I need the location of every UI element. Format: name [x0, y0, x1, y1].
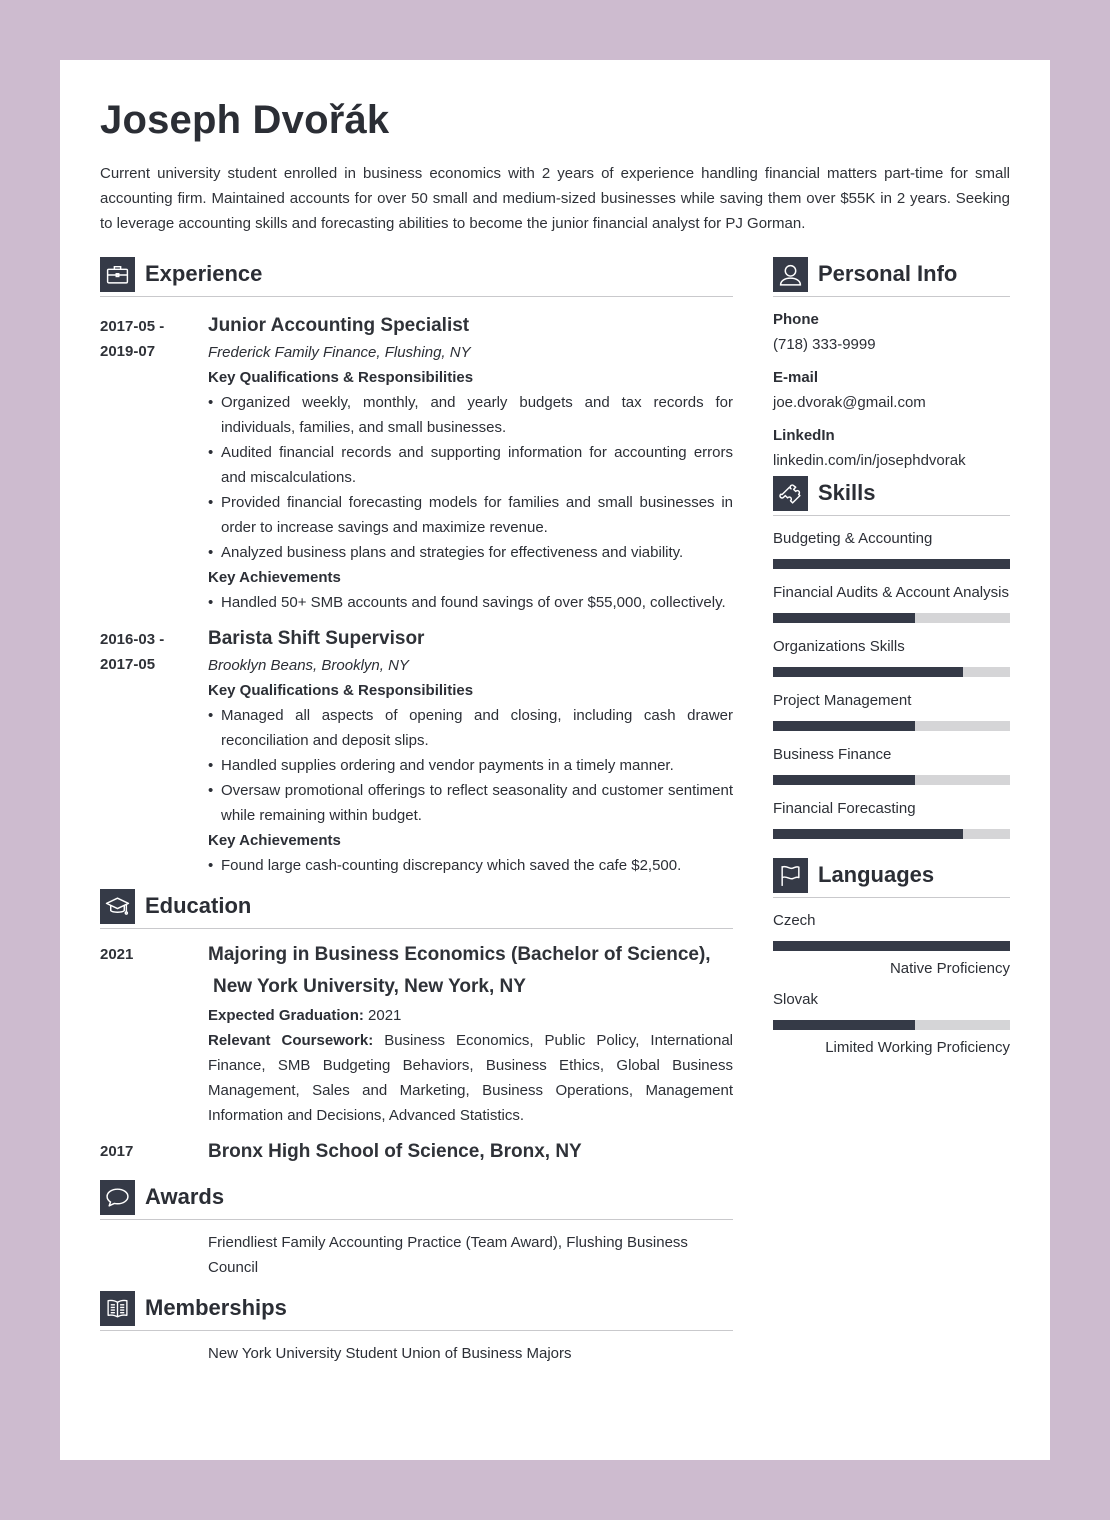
qualifications-heading: Key Qualifications & Responsibilities [208, 682, 474, 699]
person-icon [773, 257, 808, 292]
achievements-heading: Key Achievements [208, 832, 341, 849]
skills-list [773, 526, 1010, 839]
skill-level-fill [773, 559, 1010, 569]
awards-title: Awards [145, 1184, 225, 1209]
languages-header [773, 857, 1010, 898]
skill-level-bar [773, 775, 1010, 785]
email-label: E-mail [773, 369, 819, 386]
skill-name: Organizations Skills [773, 638, 905, 655]
skill-name: Financial Forecasting [773, 800, 916, 817]
qualifications-list [208, 703, 733, 828]
email-value[interactable]: joe.dvorak@gmail.com [773, 394, 926, 411]
experience-title: Experience [145, 261, 263, 286]
linkedin-label: LinkedIn [773, 427, 835, 444]
achievements-list [208, 590, 733, 615]
skills-header [773, 475, 1010, 516]
job-body [208, 625, 733, 878]
degree-line: New York University, New York, NY [213, 976, 526, 997]
expected-graduation [208, 1003, 733, 1028]
right-column [773, 256, 1010, 1060]
skill-level-bar [773, 721, 1010, 731]
job-date-end: 2019-07 [100, 343, 156, 360]
education-year: 2017 [100, 1143, 134, 1160]
skill-name: Financial Audits & Account Analysis [773, 584, 1009, 601]
qualifications-list [208, 390, 733, 565]
phone-value[interactable]: (718) 333-9999 [773, 336, 876, 353]
degree-title: Bronx High School of Science, Bronx, NY [208, 1141, 582, 1162]
skills-section [773, 475, 1010, 839]
language-proficiency: Native Proficiency [889, 960, 1010, 977]
left-column [100, 256, 733, 1366]
skill-level-bar [773, 829, 1010, 839]
speech-bubble-icon [100, 1180, 135, 1215]
language-proficiency: Limited Working Proficiency [825, 1039, 1010, 1056]
phone-label: Phone [773, 311, 819, 328]
graduation-value: 2021 [368, 1007, 402, 1024]
skill-level-bar [773, 559, 1010, 569]
language-level-fill [773, 941, 1010, 951]
flag-icon [773, 858, 808, 893]
job-company: Frederick Family Finance, Flushing, NY [208, 344, 471, 361]
relevant-coursework [208, 1028, 733, 1128]
skill-item [773, 634, 1010, 677]
job-date-end: 2017-05 [100, 656, 156, 673]
education-body [208, 939, 733, 1128]
membership-text: New York University Student Union of Business Majors [208, 1345, 572, 1362]
education-body [208, 1136, 733, 1168]
briefcase-icon [100, 257, 135, 292]
linkedin-value[interactable]: linkedin.com/in/josephdvorak [773, 452, 966, 469]
summary: Current university student enrolled in business economics with 2 years of experience handling financial matters part-time for small accounting firm. Maintained accounts for over 50 small and medium-sized businesses while saving them over $55K in 2 years. Seeking to leverage accounting skills and forecasting abilities to become the junior financial analyst for PJ Gorman. [100, 165, 1010, 232]
coursework-label: Relevant Coursework: [208, 1032, 374, 1049]
resume-page [60, 60, 1050, 1460]
education-header [100, 888, 733, 929]
list-item: • Analyzed business plans and strategies for effectiveness and viability. [208, 540, 733, 565]
skill-level-bar [773, 613, 1010, 623]
skill-level-fill [773, 775, 915, 785]
skill-name: Project Management [773, 692, 912, 709]
candidate-name: Joseph Dvořák [100, 98, 390, 142]
degree-title [208, 939, 733, 1003]
open-book-icon [100, 1291, 135, 1326]
job-company: Brooklyn Beans, Brooklyn, NY [208, 657, 409, 674]
personal-info-title: Personal Info [818, 261, 958, 286]
list-item: • Handled supplies ordering and vendor payments in a timely manner. [208, 753, 733, 778]
skill-level-fill [773, 613, 915, 623]
degree-line: Majoring in Business Economics (Bachelor of Science), [208, 944, 711, 965]
skill-level-fill [773, 829, 963, 839]
skill-item [773, 742, 1010, 785]
languages-section [773, 857, 1010, 1060]
language-level-bar [773, 1020, 1010, 1030]
education-section [100, 888, 733, 1168]
skill-level-fill [773, 667, 963, 677]
experience-header [100, 256, 733, 297]
job-date-start: 2016-03 - [100, 631, 165, 648]
language-level-fill [773, 1020, 915, 1030]
skill-level-bar [773, 667, 1010, 677]
graduation-label: Expected Graduation: [208, 1007, 364, 1024]
list-item: • Provided financial forecasting models for families and small businesses in order to increase savings and maximize revenue. [208, 490, 733, 540]
job-dates [100, 625, 208, 878]
skills-title: Skills [818, 480, 876, 505]
skill-item [773, 796, 1010, 839]
personal-info-header [773, 256, 1010, 297]
language-level-bar [773, 941, 1010, 951]
skill-item [773, 580, 1010, 623]
graduation-cap-icon [100, 889, 135, 924]
skill-level-fill [773, 721, 915, 731]
awards-header [100, 1179, 733, 1220]
list-item: • Handled 50+ SMB accounts and found savings of over $55,000, collectively. [208, 590, 733, 615]
job-body [208, 312, 733, 615]
job-entry [100, 625, 733, 878]
language-item [773, 987, 1010, 1060]
achievements-heading: Key Achievements [208, 569, 341, 586]
education-title: Education [145, 893, 252, 918]
job-entry [100, 312, 733, 615]
personal-info-section [773, 256, 1010, 473]
memberships-section [100, 1290, 733, 1366]
languages-title: Languages [818, 862, 935, 887]
skill-item [773, 688, 1010, 731]
skill-item [773, 526, 1010, 569]
list-item: • Audited financial records and supporting information for accounting errors and miscalculations. [208, 440, 733, 490]
skill-name: Budgeting & Accounting [773, 530, 933, 547]
awards-section [100, 1179, 733, 1280]
achievements-list [208, 853, 733, 878]
skill-name: Business Finance [773, 746, 892, 763]
education-entry [100, 939, 733, 1128]
education-year: 2021 [100, 946, 134, 963]
memberships-header [100, 1290, 733, 1331]
job-title: Barista Shift Supervisor [208, 628, 425, 649]
memberships-title: Memberships [145, 1295, 287, 1320]
award-text: Friendliest Family Accounting Practice (Team Award), Flushing Business Council [208, 1234, 688, 1276]
qualifications-heading: Key Qualifications & Responsibilities [208, 369, 474, 386]
puzzle-icon [773, 476, 808, 511]
list-item: • Organized weekly, monthly, and yearly budgets and tax records for individuals, families, and small businesses. [208, 390, 733, 440]
list-item: • Managed all aspects of opening and closing, including cash drawer reconciliation and deposit slips. [208, 703, 733, 753]
languages-list [773, 908, 1010, 1060]
list-item: • Oversaw promotional offerings to reflect seasonality and customer sentiment while remaining within budget. [208, 778, 733, 828]
coursework-value: Business Economics, Public Policy, International Finance, SMB Budgeting Behaviors, Business Ethics, Global Business Management, Sales and Marketing, Business Operations, Management Information and Decisions, Advanced Statistics. [208, 1032, 733, 1124]
list-item: • Found large cash-counting discrepancy which saved the cafe $2,500. [208, 853, 733, 878]
job-title: Junior Accounting Specialist [208, 315, 470, 336]
language-item [773, 908, 1010, 981]
job-date-start: 2017-05 - [100, 318, 165, 335]
job-dates [100, 312, 208, 615]
experience-section [100, 256, 733, 878]
language-name: Slovak [773, 991, 819, 1008]
education-entry [100, 1136, 733, 1168]
language-name: Czech [773, 912, 816, 929]
